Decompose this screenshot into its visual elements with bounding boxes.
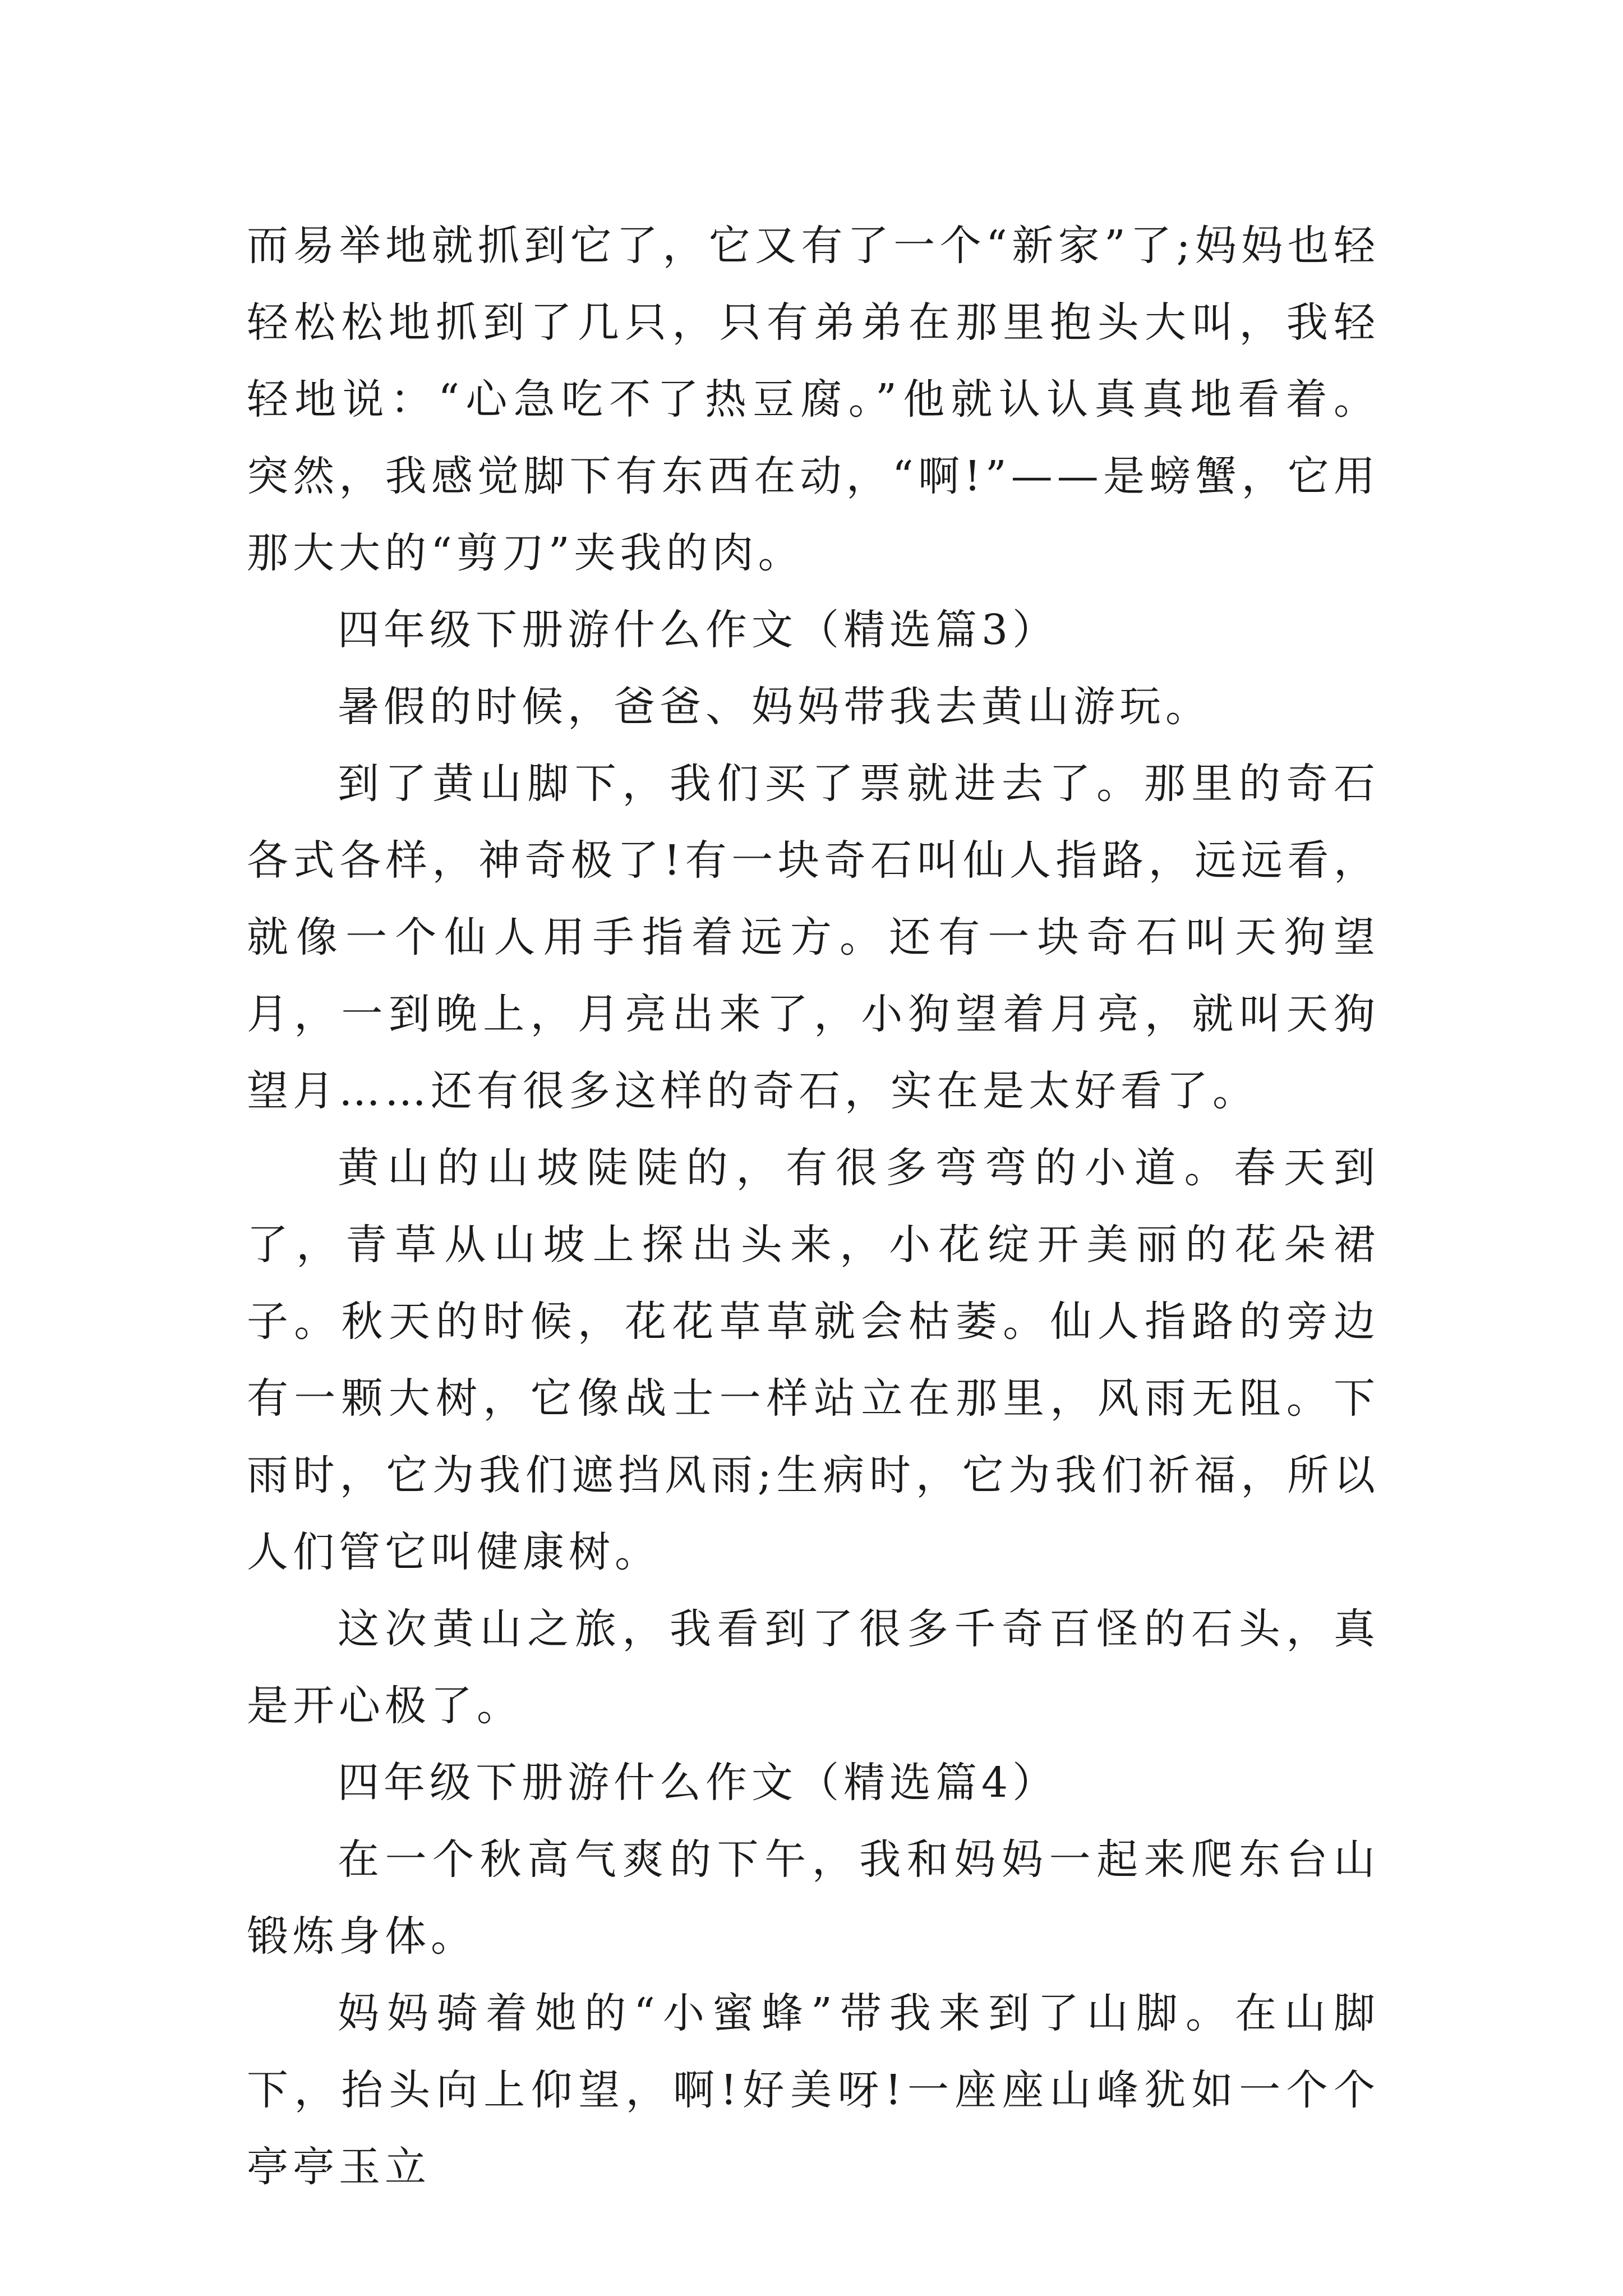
- paragraph: 在一个秋高气爽的下午，我和妈妈一起来爬东台山锻炼身体。: [247, 1835, 1380, 1961]
- document-body: [247, 208, 1380, 2206]
- paragraph-continuation: 而易举地就抓到它了，它又有了一个“新家”了;妈妈也轻轻松松地抓到了几只，只有弟弟在那里抱头大叫，我轻轻地说：“心急吃不了热豆腐。”他就认认真真地看着。突然，我感觉脚下有东西在动，“啊!”——是螃蟹，它用那大大的“剪刀”夹我的肉。: [247, 222, 1380, 577]
- paragraph: 妈妈骑着她的“小蜜蜂”带我来到了山脚。在山脚下，抬头向上仰望，啊!好美呀!一座座山峰犹如一个个亭亭玉立: [247, 1989, 1380, 2191]
- paragraph: 到了黄山脚下，我们买了票就进去了。那里的奇石各式各样，神奇极了!有一块奇石叫仙人指路，远远看，就像一个仙人用手指着远方。还有一块奇石叫天狗望月，一到晚上，月亮出来了，小狗望着月亮，就叫天狗望月……还有很多这样的奇石，实在是太好看了。: [247, 760, 1380, 1115]
- section-heading-3: 四年级下册游什么作文（精选篇3）: [338, 606, 1059, 654]
- paragraph: 黄山的山坡陡陡的，有很多弯弯的小道。春天到了，青草从山坡上探出头来，小花绽开美丽的花朵裙子。秋天的时候，花花草草就会枯萎。仙人指路的旁边有一颗大树，它像战士一样站立在那里，风雨无阻。下雨时，它为我们遮挡风雨;生病时，它为我们祈福，所以人们管它叫健康树。: [247, 1144, 1380, 1576]
- section-heading-4: 四年级下册游什么作文（精选篇4）: [338, 1759, 1059, 1807]
- paragraph: 这次黄山之旅，我看到了很多千奇百怪的石头，真是开心极了。: [247, 1605, 1380, 1730]
- paragraph: 暑假的时候，爸爸、妈妈带我去黄山游玩。: [338, 683, 1211, 731]
